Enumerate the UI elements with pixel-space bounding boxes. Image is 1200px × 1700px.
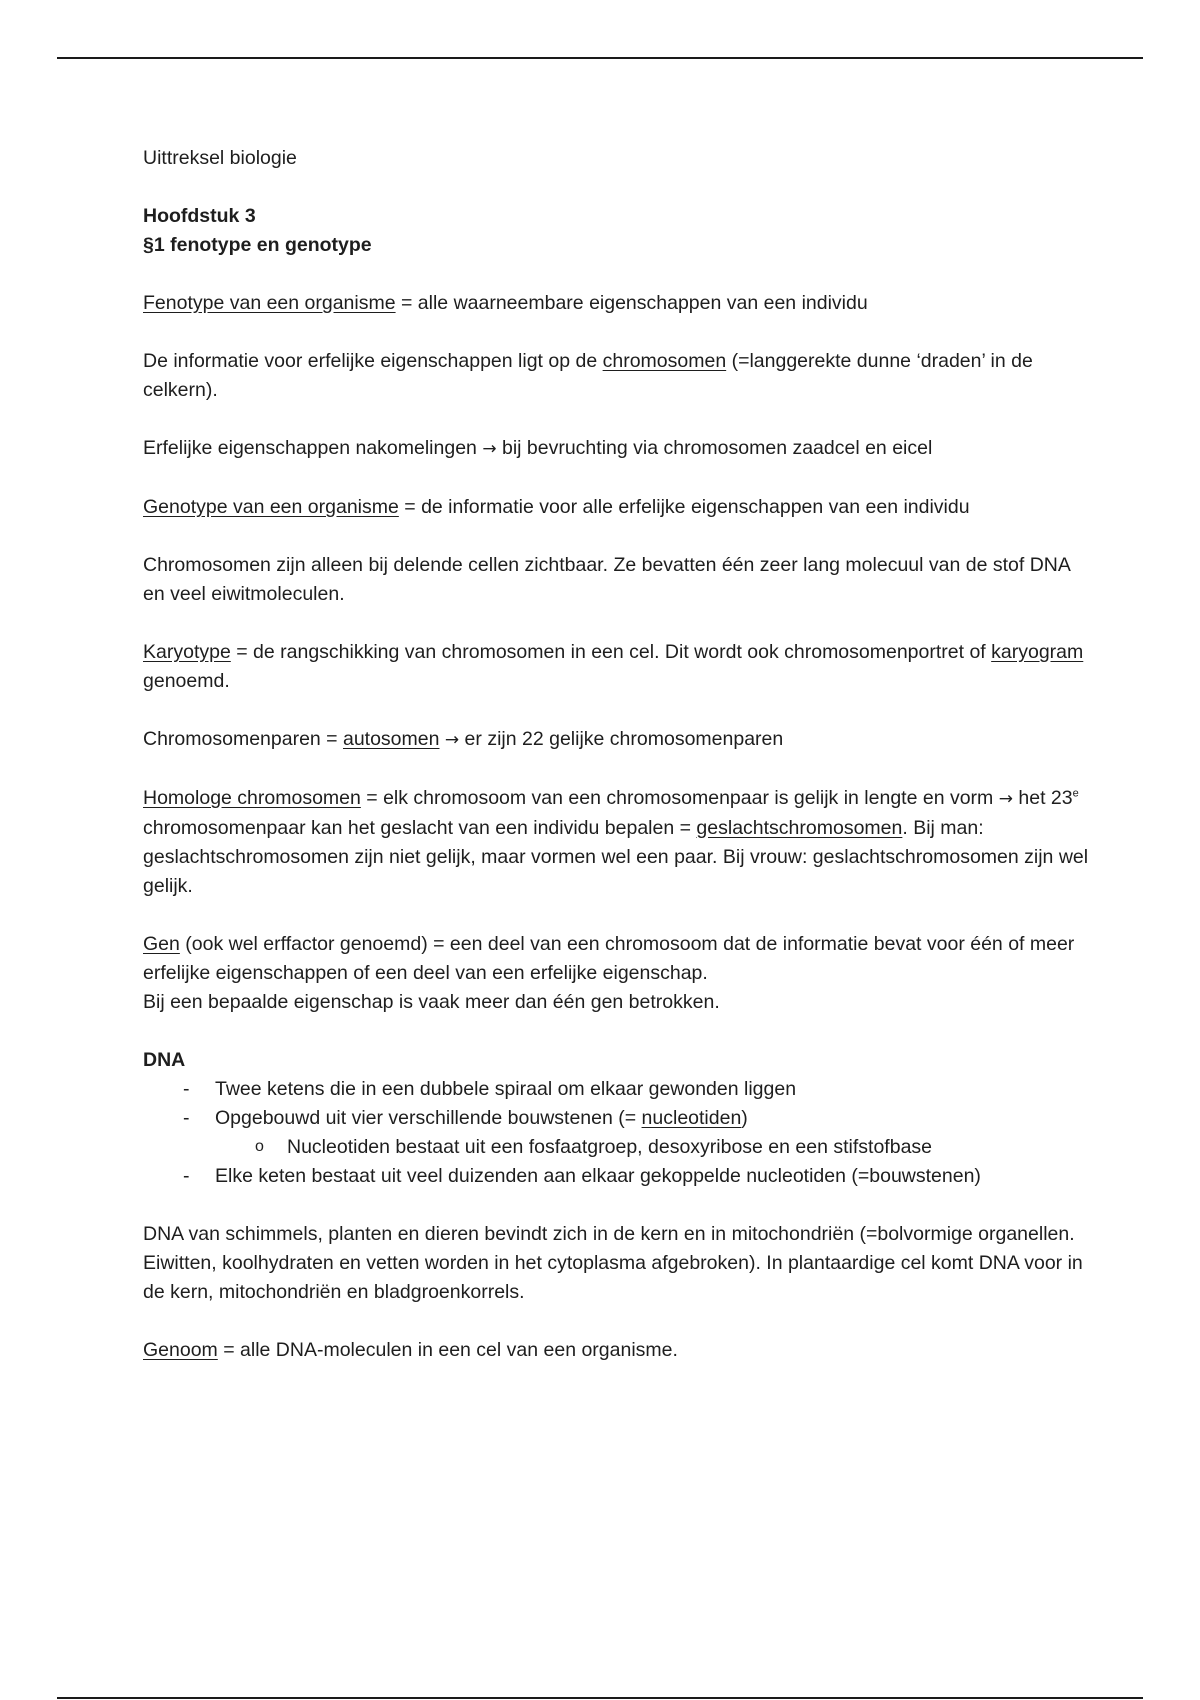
document-title: Uittreksel biologie [143, 147, 297, 169]
term-autosomen: autosomen [342, 728, 440, 750]
sub-list-item: o Nucleotiden bestaat uit een fosfaatgroep, desoxyribose en een stifstofbase [255, 1133, 1093, 1162]
paragraph-genoom: Genoom = alle DNA-moleculen in een cel van een organisme. [143, 1339, 678, 1361]
arrow-icon: → [482, 439, 497, 459]
arrow-icon: → [998, 789, 1013, 809]
term-genoom: Genoom [143, 1339, 218, 1361]
paragraph-nakomelingen: Erfelijke eigenschappen nakomelingen → bij bevruchting via chromosomen zaadcel en eicel [143, 437, 933, 459]
paragraph-fenotype: Fenotype van een organisme = alle waarneembare eigenschappen van een individu [143, 292, 868, 314]
paragraph-gen: Gen (ook wel erffactor genoemd) = een deel van een chromosoom dat de informatie bevat voor één of meer erfelijke eigenschappen of een deel van een erfelijke eigenschap. Bij een bepaalde eigenschap is vaak meer dan één gen betrokken. [143, 933, 1075, 1013]
term-nucleotiden: nucleotiden [641, 1107, 742, 1129]
paragraph-homologe-chromosomen: Homologe chromosomen = elk chromosoom van een chromosomenpaar is gelijk in lengte en vorm → het 23e chromosomenpaar kan het geslacht van een individu bepalen = geslachtschromosomen. Bij man: geslachtschromosomen zijn niet gelijk, maar vormen wel een paar. Bij vrouw: geslachtschromosomen zijn wel gelijk. [143, 787, 1089, 897]
term-homologe-chromosomen: Homologe chromosomen [143, 787, 361, 809]
document-body [143, 144, 1093, 1394]
dna-heading: DNA [143, 1049, 186, 1071]
paragraph-chromosomen: De informatie voor erfelijke eigenschappen ligt op de chromosomen (=langgerekte dunne ‘draden’ in de celkern). [143, 350, 1033, 401]
dna-list [143, 1075, 1093, 1191]
superscript-e: e [1072, 787, 1079, 800]
paragraph-genotype: Genotype van een organisme = de informatie voor alle erfelijke eigenschappen van een individu [143, 496, 970, 518]
term-geslachtschromosomen: geslachtschromosomen [696, 817, 903, 839]
term-fenotype: Fenotype van een organisme [143, 292, 396, 314]
list-item: - Elke keten bestaat uit veel duizenden aan elkaar gekoppelde nucleotiden (=bouwstenen) [183, 1162, 1093, 1191]
term-genotype: Genotype van een organisme [143, 496, 399, 518]
term-karyogram: karyogram [991, 641, 1084, 663]
list-item: - Opgebouwd uit vier verschillende bouwstenen (= nucleotiden) o Nucleotiden bestaat uit een fosfaatgroep, desoxyribose en een stifstofbase [183, 1104, 1093, 1162]
term-karyotype: Karyotype [143, 641, 231, 663]
term-chromosomen: chromosomen [602, 350, 727, 372]
term-gen: Gen [143, 933, 180, 955]
dna-sublist [215, 1133, 1093, 1162]
paragraph-autosomen: Chromosomenparen = autosomen → er zijn 22 gelijke chromosomenparen [143, 728, 784, 750]
paragraph-dna-locatie: DNA van schimmels, planten en dieren bevindt zich in de kern en in mitochondriën (=bolvormige organellen. Eiwitten, koolhydraten en vetten worden in het cytoplasma afgebroken). In plantaardige cel komt DNA voor in de kern, mitochondriën en bladgroenkorrels. [143, 1223, 1083, 1303]
header-rule [57, 57, 1143, 59]
section-heading: §1 fenotype en genotype [143, 234, 372, 256]
paragraph-chromosomen-zichtbaar: Chromosomen zijn alleen bij delende cellen zichtbaar. Ze bevatten één zeer lang molecuul van de stof DNA en veel eiwitmoleculen. [143, 554, 1070, 605]
paragraph-karyotype: Karyotype = de rangschikking van chromosomen in een cel. Dit wordt ook chromosomenportret of karyogram genoemd. [143, 641, 1084, 692]
arrow-icon: → [444, 730, 460, 750]
footer-rule [57, 1697, 1143, 1699]
chapter-heading: Hoofdstuk 3 [143, 205, 256, 227]
list-item: - Twee ketens die in een dubbele spiraal om elkaar gewonden liggen [183, 1075, 1093, 1104]
